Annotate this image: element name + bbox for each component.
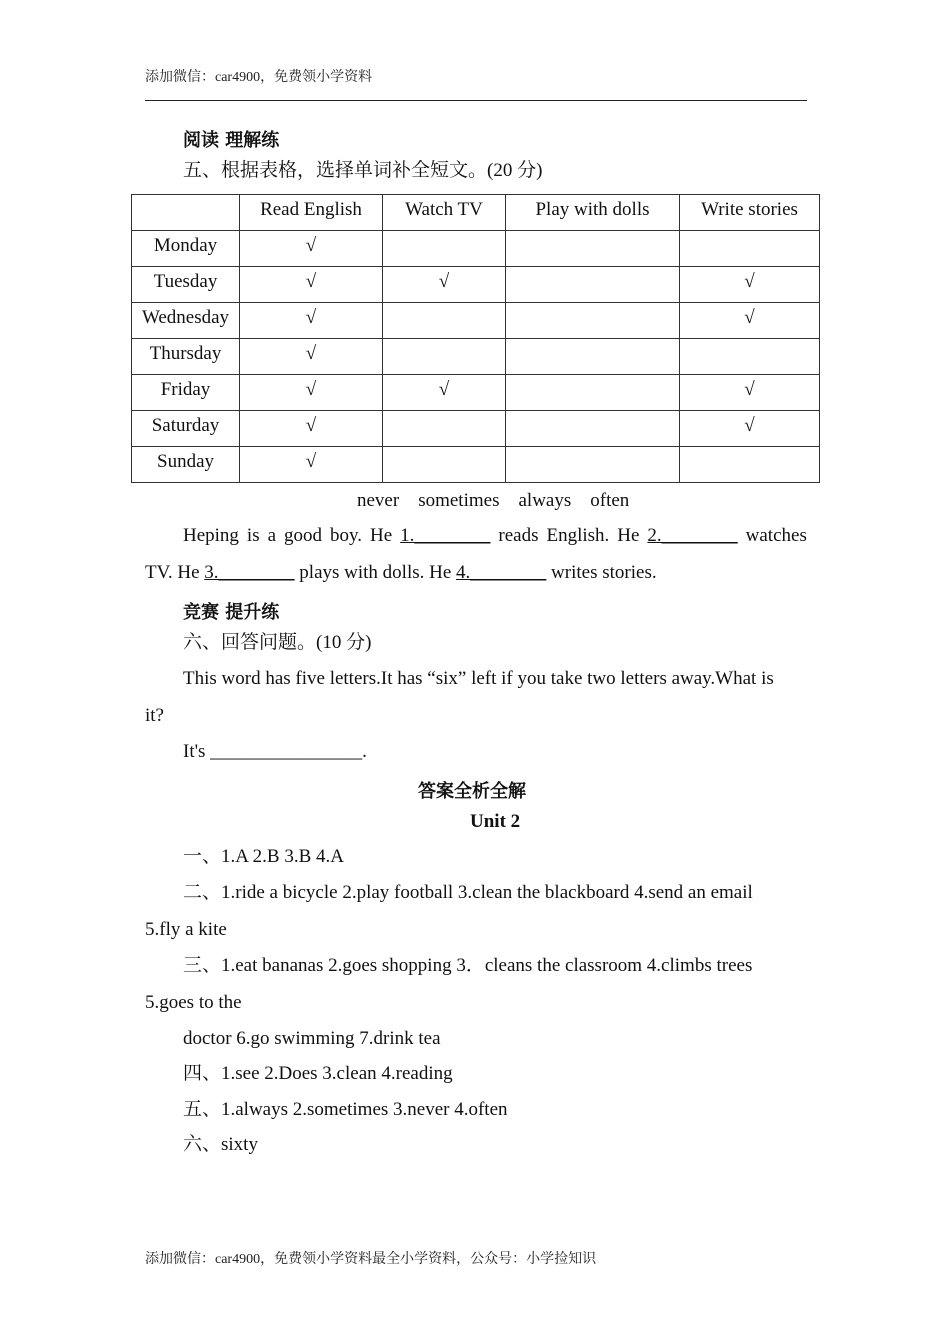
table-row (132, 231, 820, 267)
blank-2: 2.________ (647, 525, 738, 546)
day-cell: Monday (132, 231, 240, 267)
table-row (132, 267, 820, 303)
section-title-contest: 竞赛 提升练 (183, 602, 280, 623)
check-cell (383, 411, 506, 447)
word-bank-item: often (590, 490, 630, 511)
check-cell (506, 375, 680, 411)
check-cell: √ (680, 303, 820, 339)
table-header-cell: Read English (240, 195, 383, 231)
table-row (132, 411, 820, 447)
check-cell (383, 303, 506, 339)
table-header-row (132, 195, 820, 231)
passage-line-1 (183, 525, 807, 547)
page-footer: 添加微信：car4900，免费领小学资料最全小学资料，公众号：小学捡知识 (145, 1252, 597, 1267)
passage-word: watches (745, 525, 807, 546)
word-bank (357, 490, 629, 512)
check-cell (680, 231, 820, 267)
check-cell: √ (383, 267, 506, 303)
passage-word: He (617, 525, 640, 546)
word-bank-item: sometimes (418, 490, 500, 511)
check-cell: √ (240, 375, 383, 411)
passage-text: writes stories. (546, 562, 657, 583)
check-cell: √ (383, 375, 506, 411)
answer-3-line-2: 5.goes to the (145, 992, 242, 1013)
check-cell (506, 231, 680, 267)
check-cell: √ (240, 267, 383, 303)
passage-word: Heping (183, 525, 239, 546)
check-cell: √ (680, 375, 820, 411)
header-divider (145, 100, 807, 101)
answer-3-line-3: doctor 6.go swimming 7.drink tea (183, 1028, 441, 1049)
answer-5: 五、1.always 2.sometimes 3.never 4.often (183, 1099, 508, 1120)
day-cell: Saturday (132, 411, 240, 447)
passage-text: TV. He (145, 562, 205, 583)
passage-word: He (370, 525, 393, 546)
answer-2-line-2: 5.fly a kite (145, 919, 227, 940)
check-cell: √ (240, 447, 383, 483)
passage-word: good (284, 525, 323, 546)
check-cell (383, 339, 506, 375)
blank-4: 4.________ (456, 562, 547, 583)
day-cell: Thursday (132, 339, 240, 375)
section-title-reading: 阅读 理解练 (183, 130, 280, 151)
answer-6: 六、sixty (183, 1134, 258, 1155)
table-row (132, 303, 820, 339)
check-cell (680, 339, 820, 375)
blank-1: 1.________ (400, 525, 491, 546)
check-cell (506, 303, 680, 339)
day-cell: Sunday (132, 447, 240, 483)
check-cell: √ (240, 339, 383, 375)
table-row (132, 447, 820, 483)
passage-word: is (246, 525, 260, 546)
q6-answer-line: It's ________________. (183, 741, 367, 762)
q5-instruction: 五、根据表格，选择单词补全短文。(20 分) (183, 160, 543, 181)
check-cell: √ (680, 267, 820, 303)
word-bank-item: always (518, 490, 572, 511)
answers-unit: Unit 2 (470, 811, 521, 832)
check-cell (680, 447, 820, 483)
passage-word: a (267, 525, 277, 546)
page-header: 添加微信：car4900，免费领小学资料 (145, 70, 373, 85)
passage-line-2 (145, 562, 657, 584)
check-cell (383, 231, 506, 267)
table-header-cell: Watch TV (383, 195, 506, 231)
check-cell (506, 411, 680, 447)
q6-riddle-line-1: This word has five letters.It has “six” left if you take two letters away.What is (183, 668, 774, 689)
q6-instruction: 六、回答问题。(10 分) (183, 632, 372, 653)
day-cell: Friday (132, 375, 240, 411)
table-row (132, 375, 820, 411)
passage-word: reads (498, 525, 539, 546)
check-cell: √ (240, 231, 383, 267)
passage-word: English. (546, 525, 610, 546)
table-header-cell: Play with dolls (506, 195, 680, 231)
table-row (132, 339, 820, 375)
blank-3: 3.________ (204, 562, 295, 583)
day-cell: Tuesday (132, 267, 240, 303)
check-cell (506, 339, 680, 375)
check-cell (506, 267, 680, 303)
table-header-cell (132, 195, 240, 231)
passage-word: boy. (330, 525, 363, 546)
answer-2-line-1: 二、1.ride a bicycle 2.play football 3.clean the blackboard 4.send an email (183, 882, 753, 903)
check-cell: √ (680, 411, 820, 447)
answer-1: 一、1.A 2.B 3.B 4.A (183, 846, 344, 867)
check-cell (506, 447, 680, 483)
answer-4: 四、1.see 2.Does 3.clean 4.reading (183, 1063, 453, 1084)
day-cell: Wednesday (132, 303, 240, 339)
passage-text: plays with dolls. He (294, 562, 457, 583)
answer-3-line-1: 三、1.eat bananas 2.goes shopping 3．cleans the classroom 4.climbs trees (183, 955, 753, 976)
answers-title: 答案全析全解 (418, 781, 526, 802)
activity-table (131, 194, 820, 483)
table-header-cell: Write stories (680, 195, 820, 231)
q6-riddle-line-2: it? (145, 705, 164, 726)
check-cell: √ (240, 411, 383, 447)
check-cell: √ (240, 303, 383, 339)
check-cell (383, 447, 506, 483)
word-bank-item: never (357, 490, 400, 511)
